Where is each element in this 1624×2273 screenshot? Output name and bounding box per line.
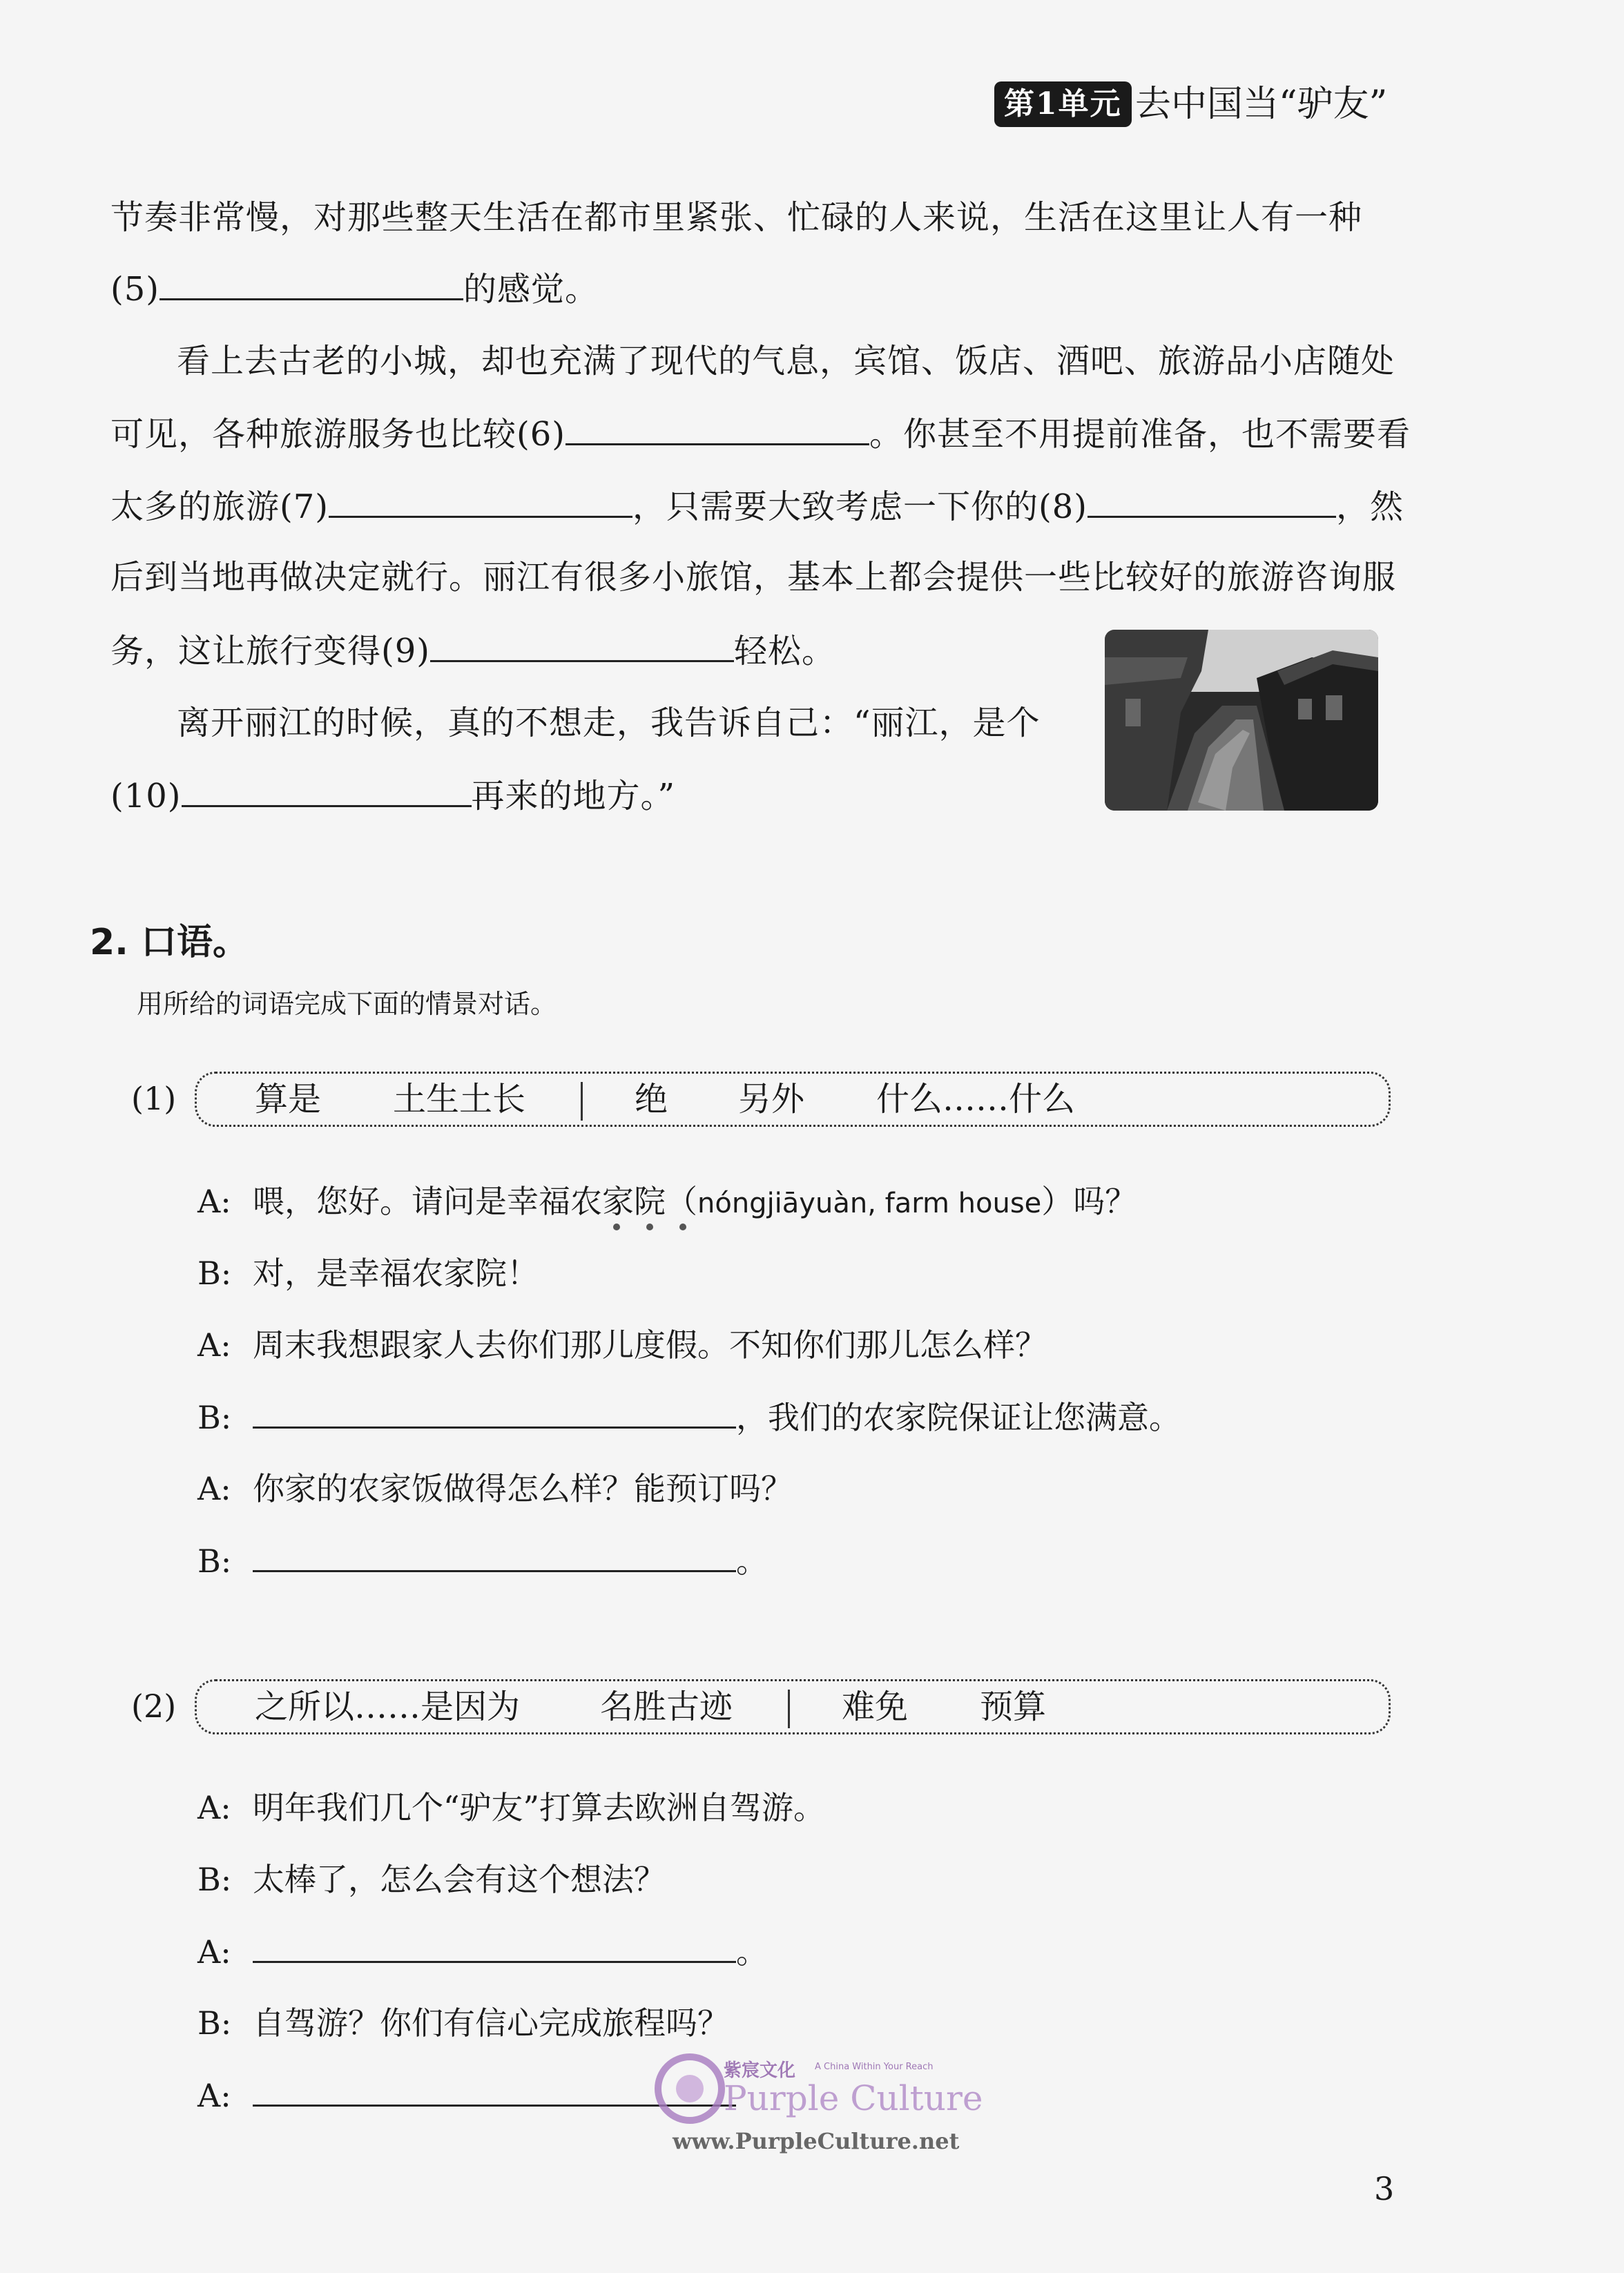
fill-blank-10[interactable] — [182, 775, 472, 807]
word-item: 算是 — [255, 1080, 322, 1119]
dialogue-line — [197, 1931, 768, 1973]
word-bank-1 — [195, 1072, 1391, 1127]
dialogue-text: ，我们的农家院保证让您满意。 — [736, 1399, 1181, 1436]
passage-line: 看上去古老的小城，却也充满了现代的气息，宾馆、饭店、酒吧、旅游品小店随处 — [177, 342, 1395, 380]
passage-line — [110, 413, 1411, 455]
speaker-label: B: — [197, 1542, 232, 1580]
unit-tag: 第1单元 — [994, 81, 1132, 127]
word-item: 预算 — [980, 1687, 1047, 1726]
dialogue-text: 对，是幸福农家院！ — [253, 1255, 539, 1292]
passage-text: 轻松。 — [734, 632, 836, 670]
dialogue-text: 。 — [736, 1933, 768, 1971]
emphasis-dot — [613, 1223, 620, 1230]
dialogue-line — [197, 1859, 666, 1900]
word-item: 名胜古迹 — [600, 1687, 733, 1726]
speaker-label: A: — [197, 1326, 231, 1364]
passage-line: 节奏非常慢，对那些整天生活在都市里紧张、忙碌的人来说，生活在这里让人有一种 — [110, 198, 1363, 237]
pinyin-gloss: nóngjiāyuàn, farm house — [697, 1188, 1042, 1219]
fill-blank-8[interactable] — [1088, 485, 1336, 518]
word-item: 土生土长 — [393, 1080, 526, 1119]
watermark-tagline: A China Within Your Reach — [815, 2062, 934, 2072]
watermark — [652, 2051, 983, 2189]
dialogue-line — [197, 1468, 793, 1509]
lijiang-photo — [1105, 630, 1378, 811]
exercise-number: (2) — [131, 1687, 177, 1725]
speaker-label: A: — [197, 1789, 231, 1826]
passage-text: ，只需要大致考虑一下你的(8) — [632, 487, 1088, 526]
passage-text: 的感觉。 — [463, 270, 599, 309]
passage-text: ，然 — [1336, 487, 1404, 526]
word-divider — [788, 1690, 790, 1728]
passage-text: 。你甚至不用提前准备，也不需要看 — [869, 415, 1411, 454]
passage-text: 务，这让旅行变得(9) — [110, 632, 430, 670]
dialogue-text: 自驾游？你们有信心完成旅程吗？ — [253, 2004, 729, 2042]
unit-title: 去中国当“驴友” — [1135, 84, 1388, 125]
speaker-label: A: — [197, 1933, 231, 1971]
section-instruction: 用所给的词语完成下面的情景对话。 — [137, 989, 557, 1019]
watermark-brand-en: Purple Culture — [724, 2078, 983, 2118]
dialogue-line — [197, 1324, 1047, 1366]
word-item: 难免 — [842, 1687, 909, 1726]
purple-culture-logo-icon — [652, 2051, 728, 2127]
passage-line — [110, 485, 1404, 528]
watermark-url: www.PurpleCulture.net — [673, 2128, 960, 2154]
blank-number: (10) — [110, 777, 182, 815]
section-heading: 2. 口语。 — [90, 922, 249, 963]
speaker-label: A: — [197, 2077, 231, 2114]
passage-line: 后到当地再做决定就行。丽江有很多小旅馆，基本上都会提供一些比较好的旅游咨询服 — [110, 558, 1397, 597]
answer-blank[interactable] — [253, 1931, 736, 1963]
passage-line — [110, 268, 599, 310]
word-item: 什么……什么 — [876, 1080, 1076, 1119]
dialogue-text: 喂，您好。请问是幸福农家院（ — [253, 1183, 697, 1220]
exercise-number: (1) — [131, 1080, 177, 1117]
dialogue-line — [197, 1252, 539, 1294]
dialogue-text: 太棒了，怎么会有这个想法？ — [253, 1861, 666, 1898]
emphasis-dot — [646, 1223, 653, 1230]
word-divider — [581, 1082, 583, 1121]
word-item: 绝 — [635, 1080, 668, 1119]
answer-blank[interactable] — [253, 1540, 736, 1572]
speaker-label: B: — [197, 2004, 232, 2042]
watermark-brand-cn: 紫宸文化 — [724, 2060, 796, 2081]
fill-blank-9[interactable] — [430, 630, 734, 662]
passage-line: 离开丽江的时候，真的不想走，我告诉自己：“丽江，是个 — [177, 704, 1041, 742]
dialogue-text: 你家的农家饭做得怎么样？能预订吗？ — [253, 1470, 793, 1507]
passage-line — [110, 630, 835, 672]
dialogue-text: 周末我想跟家人去你们那儿度假。不知你们那儿怎么样？ — [253, 1326, 1047, 1364]
fill-blank-5[interactable] — [160, 268, 463, 300]
dialogue-line — [197, 1787, 825, 1828]
passage-text: 太多的旅游(7) — [110, 487, 329, 526]
speaker-label: A: — [197, 1183, 231, 1220]
passage-text: 再来的地方。” — [471, 777, 676, 815]
word-item: 另外 — [738, 1080, 805, 1119]
speaker-label: B: — [197, 1399, 232, 1436]
blank-number: (5) — [110, 270, 160, 309]
speaker-label: A: — [197, 1470, 231, 1507]
dialogue-text: ）吗？ — [1041, 1183, 1137, 1220]
speaker-label: B: — [197, 1255, 232, 1292]
fill-blank-7[interactable] — [329, 485, 632, 518]
dialogue-line — [197, 2002, 729, 2044]
word-item: 之所以……是因为 — [255, 1687, 521, 1726]
dialogue-line — [197, 1540, 768, 1582]
fill-blank-6[interactable] — [566, 413, 869, 445]
passage-line — [110, 775, 675, 817]
passage-text: 可见，各种旅游服务也比较(6) — [110, 415, 566, 454]
speaker-label: B: — [197, 1861, 232, 1898]
dialogue-text: 。 — [736, 1542, 768, 1580]
dialogue-text: 明年我们几个“驴友”打算去欧洲自驾游。 — [253, 1789, 826, 1826]
page-number: 3 — [1374, 2170, 1395, 2207]
answer-blank[interactable] — [253, 1396, 736, 1429]
dialogue-line — [197, 1181, 1137, 1224]
dialogue-line — [197, 1396, 1181, 1438]
word-bank-2 — [195, 1679, 1391, 1734]
emphasis-dot — [679, 1223, 686, 1230]
